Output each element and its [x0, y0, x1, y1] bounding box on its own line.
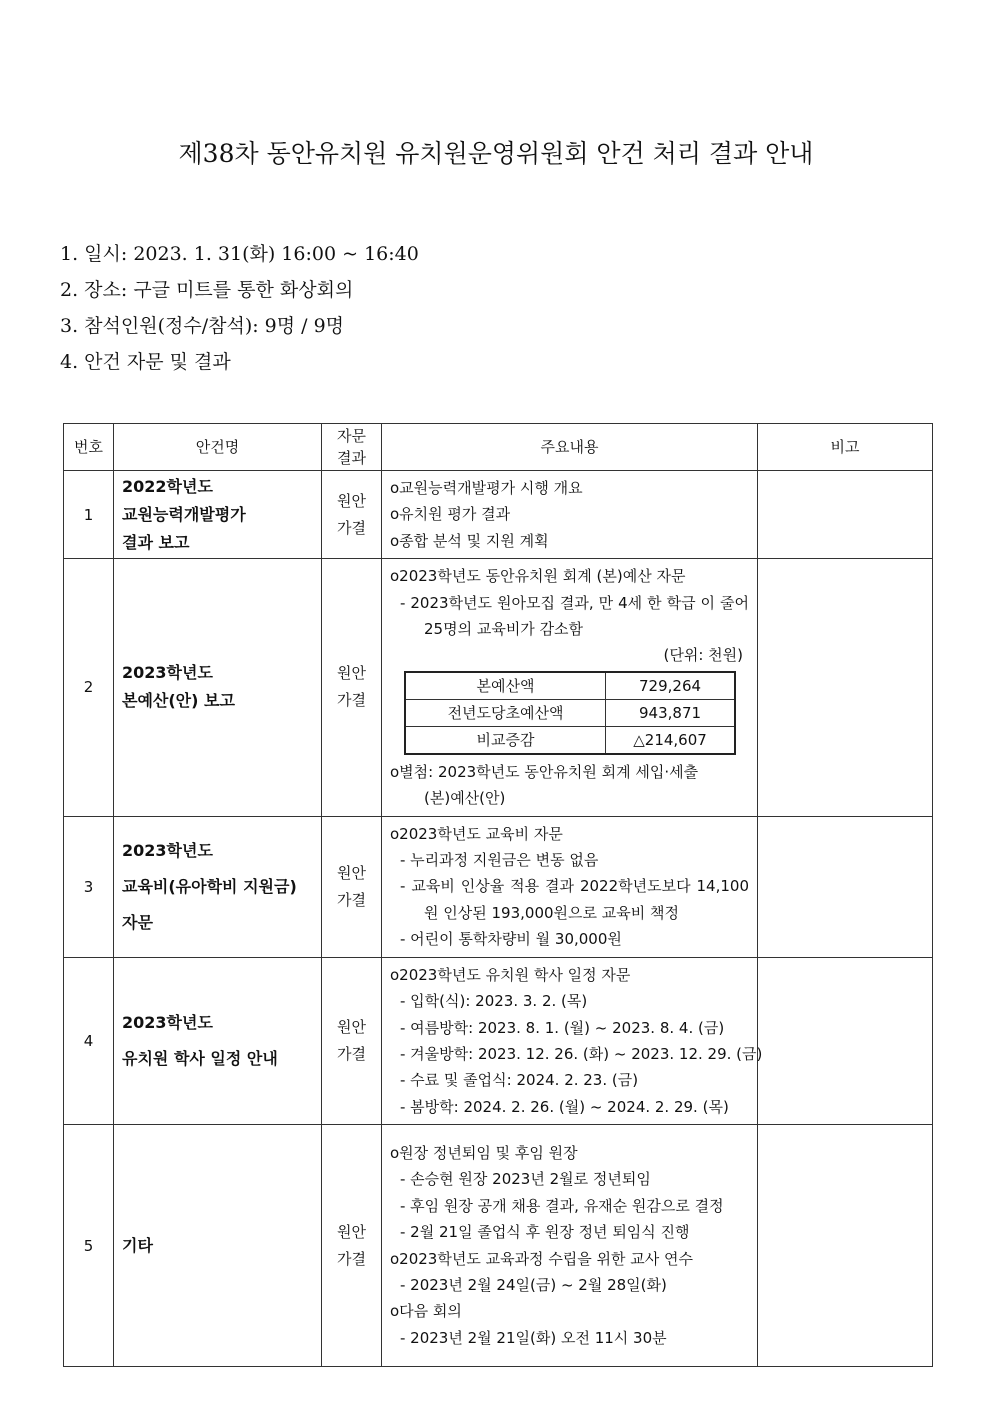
info-place: 2. 장소: 구글 미트를 통한 화상회의: [60, 279, 354, 301]
content-subitem: - 2023년 2월 21일(화) 오전 11시 30분: [400, 1328, 667, 1347]
row-number: 3: [64, 816, 114, 957]
row-number: 2: [64, 559, 114, 816]
content-item: o2023학년도 유치원 학사 일정 자문: [390, 965, 631, 984]
agenda-note: [758, 957, 933, 1124]
table-row: [64, 559, 933, 816]
content-item: o교원능력개발평가 시행 개요: [390, 479, 583, 497]
agenda-result: 원안 가결: [322, 559, 382, 816]
content-item: o다음 회의: [390, 1302, 462, 1321]
content-continuation: (본)예산(안): [424, 789, 506, 808]
agenda-name: 기타: [114, 1125, 322, 1367]
header-content: 주요내용: [382, 424, 758, 471]
content-subitem: - 봄방학: 2024. 2. 26. (월) ~ 2024. 2. 29. (목): [400, 1097, 729, 1116]
content-subitem: - 교육비 인상율 적용 결과 2022학년도보다 14,100원 인상된 193,000원으로 교육비 책정: [400, 877, 749, 922]
content-subitem: - 겨울방학: 2023. 12. 26. (화) ~ 2023. 12. 29. (금): [400, 1044, 763, 1063]
agenda-result: 원안 가결: [322, 1125, 382, 1367]
agenda-content: [382, 559, 758, 816]
content-subitem: - 2023학년도 원아모집 결과, 만 4세 한 학급 이 줄어 25명의 교육비가 감소함: [400, 593, 749, 639]
budget-row: 전년도당초예산액 943,871: [405, 699, 735, 726]
table-row: [64, 1125, 933, 1367]
agenda-name: 2023학년도 유치원 학사 일정 안내: [114, 957, 322, 1124]
info-date: 1. 일시: 2023. 1. 31(화) 16:00 ~ 16:40: [60, 243, 419, 265]
row-number: 5: [64, 1125, 114, 1367]
row-number: 1: [64, 471, 114, 559]
header-result: 자문 결과: [322, 424, 382, 471]
agenda-content: [382, 957, 763, 1124]
agenda-content: [382, 471, 758, 559]
agenda-result: 원안 가결: [322, 816, 382, 957]
agenda-name: 2023학년도 교육비(유아학비 지원금) 자문: [114, 816, 322, 957]
content-item: o2023학년도 교육비 자문: [390, 824, 563, 843]
content-item: o원장 정년퇴임 및 후임 원장: [390, 1144, 578, 1162]
content-subitem: - 입학(식): 2023. 3. 2. (목): [400, 992, 588, 1011]
content-subitem: - 여름방학: 2023. 8. 1. (월) ~ 2023. 8. 4. (금): [400, 1018, 725, 1037]
info-agenda: 4. 안건 자문 및 결과: [60, 351, 231, 373]
content-subitem: - 손승현 원장 2023년 2월로 정년퇴임: [400, 1170, 651, 1189]
agenda-note: [758, 471, 933, 559]
header-no: 번호: [64, 424, 114, 471]
agenda-content: [382, 816, 758, 957]
info-attendance: 3. 참석인원(정수/참석): 9명 / 9명: [60, 315, 345, 337]
header-name: 안건명: [114, 424, 322, 471]
content-subitem: - 2023년 2월 24일(금) ~ 2월 28일(화): [400, 1276, 667, 1295]
row-number: 4: [64, 957, 114, 1124]
agenda-note: [758, 559, 933, 816]
document-title: 제38차 동안유치원 유치원운영위원회 안건 처리 결과 안내: [178, 139, 814, 168]
agenda-note: [758, 1125, 933, 1367]
agenda-content: [382, 1125, 758, 1367]
table-row: [64, 471, 933, 559]
agenda-table: [63, 423, 933, 1367]
content-item: o2023학년도 교육과정 수립을 위한 교사 연수: [390, 1249, 694, 1268]
agenda-name: 2022학년도 교원능력개발평가 결과 보고: [114, 471, 322, 559]
content-subitem: - 후임 원장 공개 채용 결과, 유재순 원감으로 결정: [400, 1196, 724, 1215]
budget-unit: (단위: 천원): [663, 646, 743, 665]
meeting-info: [60, 236, 419, 380]
content-item: o종합 분석 및 지원 계획: [390, 531, 549, 550]
content-item: o2023학년도 동안유치원 회계 (본)예산 자문: [390, 567, 686, 586]
agenda-result: 원안 가결: [322, 957, 382, 1124]
table-header-row: [64, 424, 933, 471]
agenda-result: 원안 가결: [322, 471, 382, 559]
content-subitem: - 2월 21일 졸업식 후 원장 정년 퇴임식 진행: [400, 1223, 690, 1242]
budget-row: 비교증감 △214,607: [405, 726, 735, 754]
agenda-note: [758, 816, 933, 957]
budget-row: 본예산액 729,264: [405, 672, 735, 700]
content-subitem: - 누리과정 지원금은 변동 없음: [400, 851, 599, 870]
header-note: 비고: [758, 424, 933, 471]
content-subitem: - 어린이 통학차량비 월 30,000원: [400, 930, 622, 949]
budget-table: [404, 671, 736, 755]
table-row: [64, 816, 933, 957]
agenda-name: 2023학년도 본예산(안) 보고: [114, 559, 322, 816]
content-item: o유치원 평가 결과: [390, 505, 511, 524]
content-item: o별첨: 2023학년도 동안유치원 회계 세입·세출: [390, 762, 699, 781]
table-row: [64, 957, 933, 1124]
content-subitem: - 수료 및 졸업식: 2024. 2. 23. (금): [400, 1071, 639, 1090]
